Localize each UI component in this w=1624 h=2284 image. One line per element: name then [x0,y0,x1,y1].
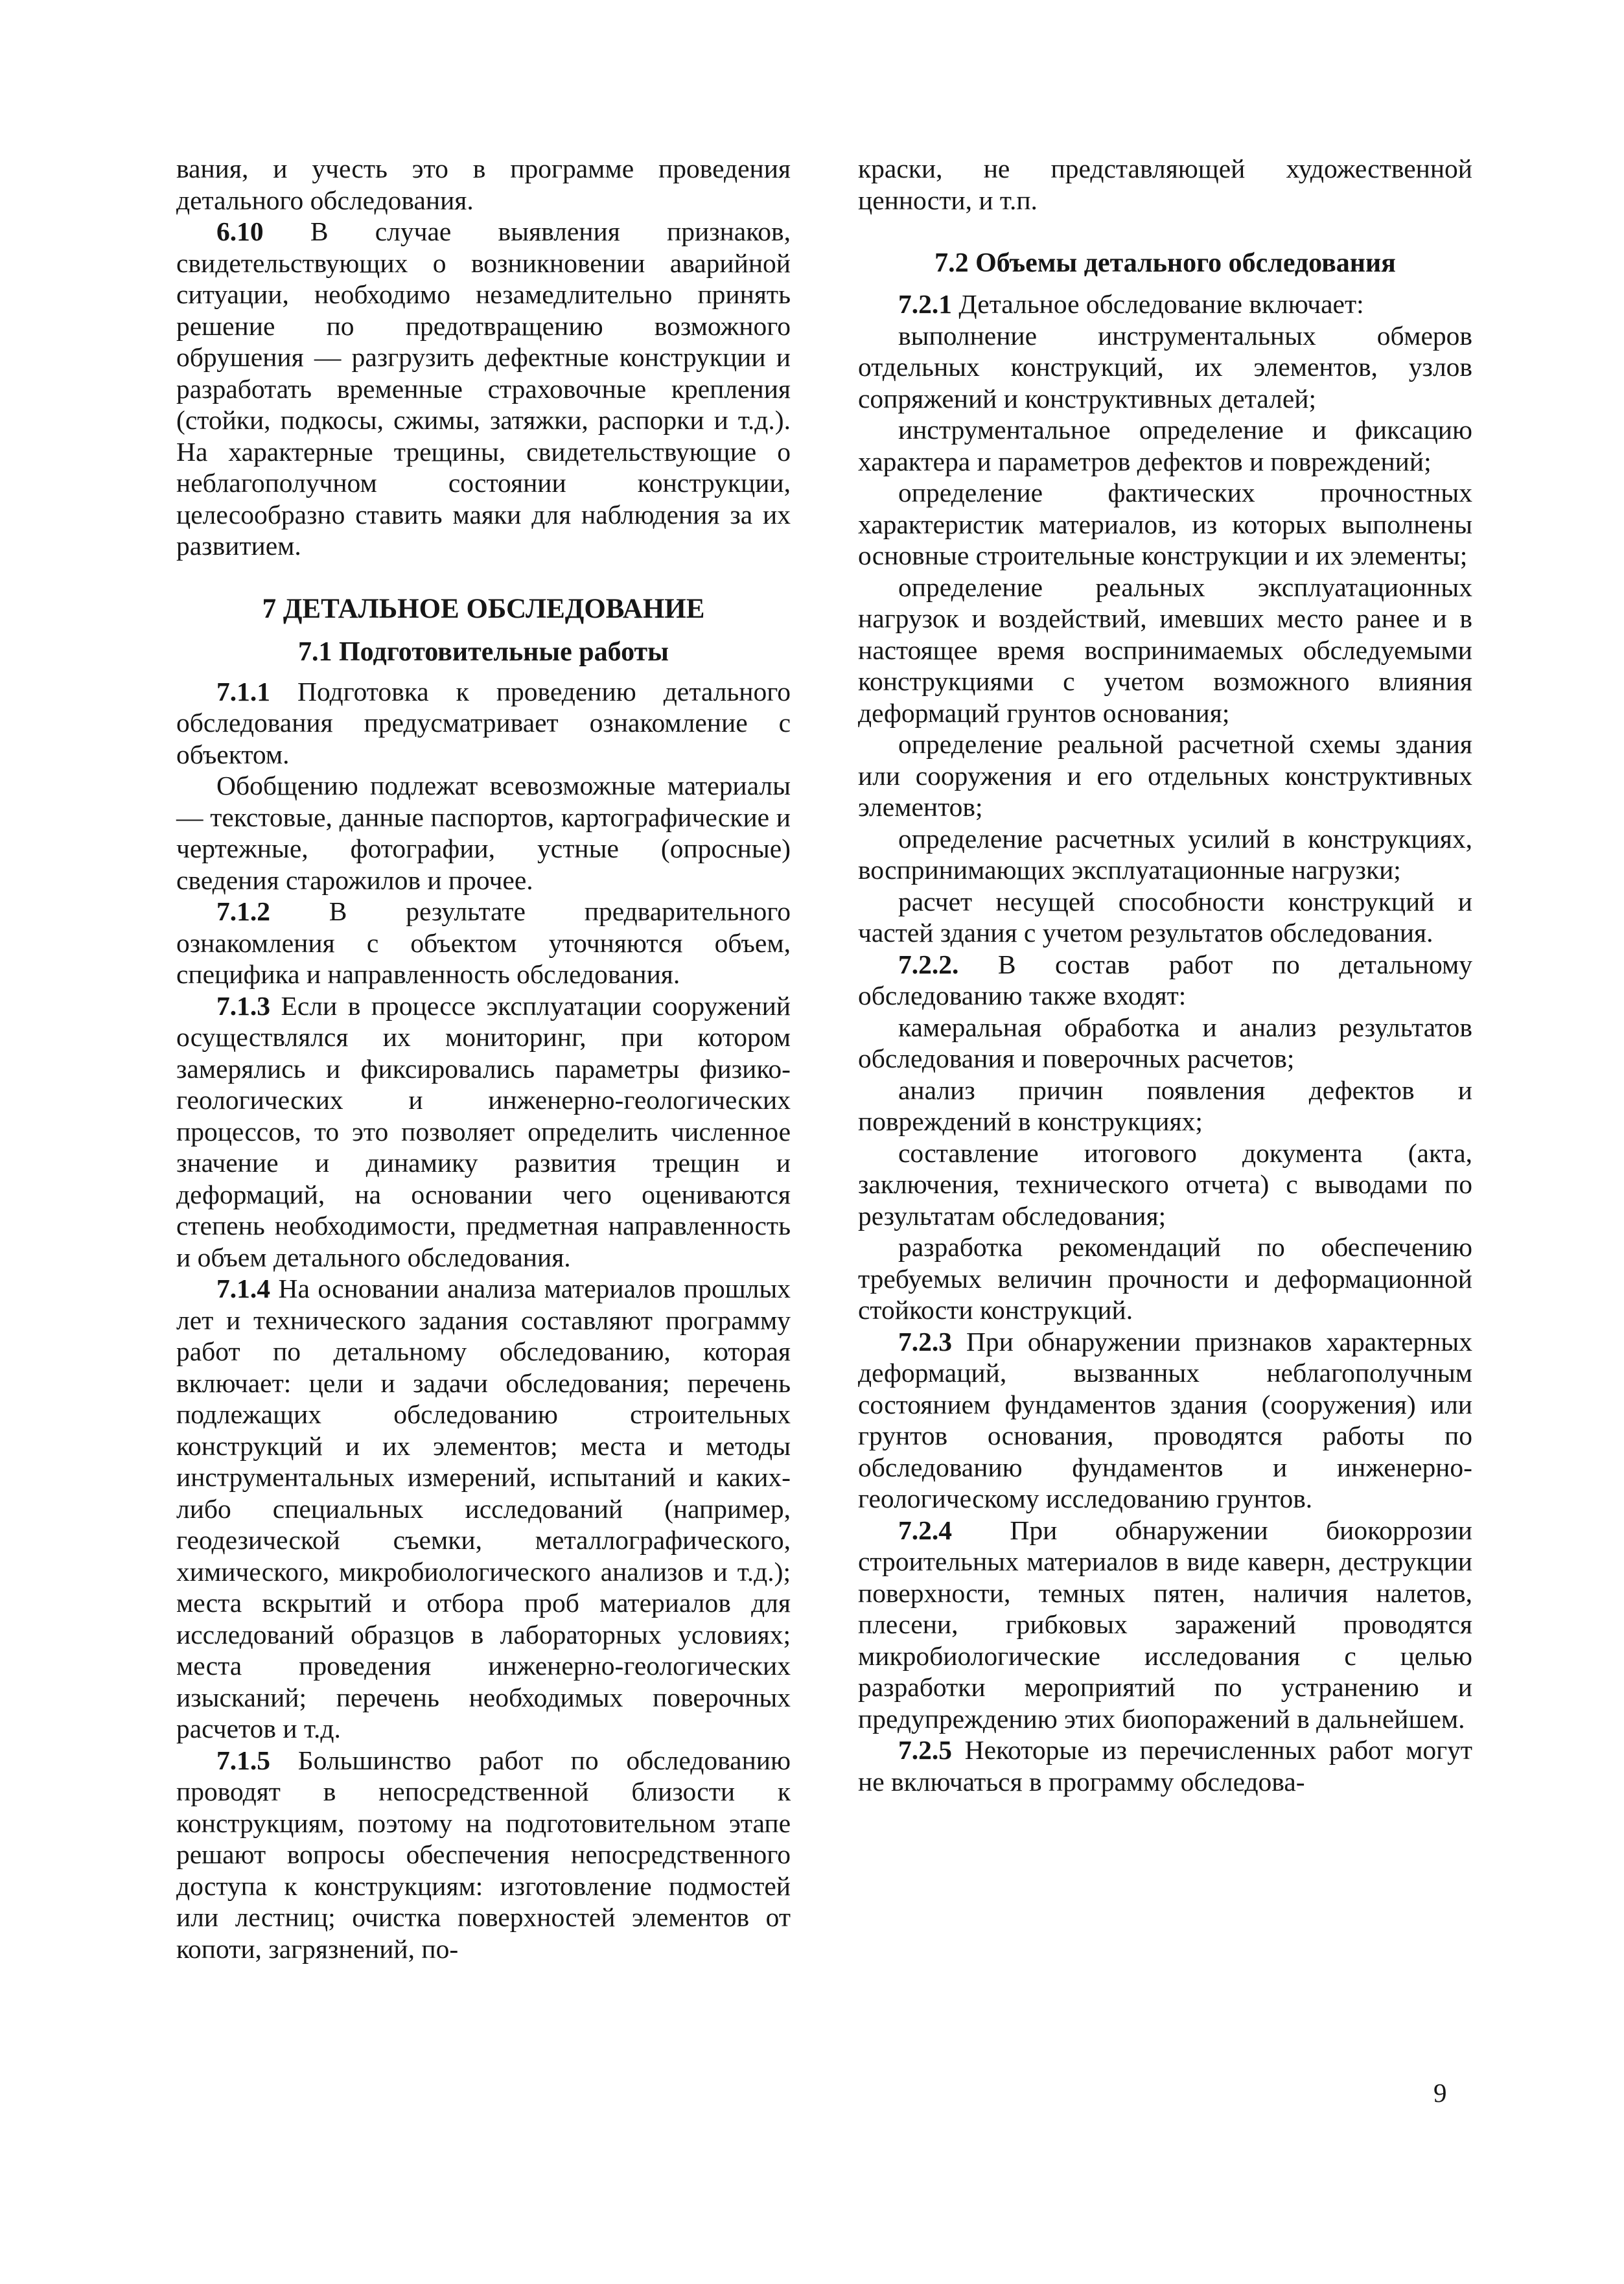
clause-number: 7.1.1 [216,676,270,706]
clause-number: 7.1.4 [216,1274,270,1303]
section-heading-7: 7 ДЕТАЛЬНОЕ ОБСЛЕДОВАНИЕ [262,593,705,624]
paragraph-text: В результате предварительного ознакомления с объектом уточняются объем, специфика и направленность обследования. [176,896,791,989]
clause-number: 7.2.2. [898,949,959,979]
clause-number: 7.2.5 [898,1735,952,1765]
paragraph-continuation: краски, не представляющей художественной ценности, и т.п. [858,154,1472,215]
paragraph-text: При обнаружении биокоррозии строительных материалов в виде каверн, деструкции поверхности, темных пятен, наличия налетов, плесени, грибковых заражений проводятся микробиологические исследования с целью разработки мероприятий по устранению и предупреждению этих биопоражений в дальнейшем. [858,1515,1472,1734]
clause-number: 7.2.4 [898,1515,952,1545]
paragraph-7-1-4 [176,1273,791,1745]
paragraph-7-1-5 [176,1745,791,1965]
paragraph-7-2-5 [858,1734,1472,1797]
subsection-heading-7-2: 7.2 Объемы детального обследования [934,248,1396,278]
paragraph-text: Некоторые из перечисленных работ могут не включаться в программу обследова- [858,1735,1472,1797]
paragraph-7-2-1 [858,288,1472,320]
list-item: выполнение инструментальных обмеров отдельных конструкций, их элементов, узлов сопряжений и конструктивных деталей; [858,320,1472,414]
subsection-heading-7-1: 7.1 Подготовительные работы [298,636,669,667]
list-item: разработка рекомендаций по обеспечению требуемых величин прочности и деформационной стойкости конструкций. [858,1232,1472,1325]
paragraph-7-1-1 [176,676,791,771]
paragraph-text: При обнаружении признаков характерных деформаций, вызванных неблагополучным состоянием фундаментов здания (сооружения) или грунтов основания, проводятся работы по обследованию фундаментов и инженерно-геологическому исследованию грунтов. [858,1326,1472,1513]
list-item: определение фактических прочностных характеристик материалов, из которых выполнены основные строительные конструкции и их элементы; [858,478,1472,570]
list-item: составление итогового документа (акта, заключения, технического отчета) с выводами по результатам обследования; [858,1137,1472,1231]
list-item: инструментальное определение и фиксацию характера и параметров дефектов и повреждений; [858,415,1472,476]
paragraph-7-1-3 [176,990,791,1274]
page-number: 9 [1433,2078,1447,2108]
clause-number: 7.1.5 [216,1745,270,1775]
paragraph-text: На основании анализа материалов прошлых лет и технического задания составляют программу работ по детальному обследованию, которая включает: цели и задачи обследования; перечень подлежащих обследованию строительных конструкций и их элементов; места и методы инструментальных измерений, испытаний и каких-либо специальных исследований (например, геодезической съемки, металлографического, химического, микробиологического анализов и т.д.); места вскрытий и отбора проб материалов для исследований образцов в лабораторных условиях; места проведения инженерно-геологических изысканий; перечень необходимых поверочных расчетов и т.д. [176,1274,791,1743]
paragraph-text: В состав работ по детальному обследованию также входят: [858,949,1472,1010]
paragraph-continuation: вания, и учесть это в программе проведения детального обследования. [176,154,791,215]
paragraph-text: Подготовка к проведению детального обследования предусматривает ознакомление с объектом. [176,676,791,769]
clause-number: 7.1.2 [216,896,270,926]
list-item: камеральная обработка и анализ результатов обследования и поверочных расчетов; [858,1012,1472,1073]
list-item: анализ причин появления дефектов и повреждений в конструкциях; [858,1075,1472,1136]
paragraph-text: Детальное обследование включает: [952,289,1364,319]
list-item: расчет несущей способности конструкций и частей здания с учетом результатов обследования. [858,886,1472,948]
right-column [858,153,1472,1797]
clause-number: 6.10 [216,216,264,246]
paragraph-7-1-1-materials: Обобщению подлежат всевозможные материалы — текстовые, данные паспортов, картографические и чертежные, фотографии, устные (опросные) сведения старожилов и прочее. [176,771,791,895]
clause-number: 7.1.3 [216,990,270,1021]
left-column [176,153,791,1964]
list-item: определение реальной расчетной схемы здания или сооружения и его отдельных конструктивных элементов; [858,729,1472,822]
paragraph-text: В случае выявления признаков, свидетельствующих о возникновении аварийной ситуации, необходимо незамедлительно принять решение по предотвращению возможного обрушения — разгрузить дефектные конструкции и разработать временные страховочные крепления (стойки, подкосы, сжимы, затяжки, распорки и т.д.). На характерные трещины, свидетельствующие о неблагополучном состоянии конструкции, целесообразно ставить маяки для наблюдения за их развитием. [176,216,791,561]
paragraph-6-10 [176,216,791,562]
clause-number: 7.2.3 [898,1326,952,1357]
paragraph-7-2-4 [858,1515,1472,1735]
paragraph-7-2-2 [858,949,1472,1012]
paragraph-7-1-2 [176,896,791,990]
paragraph-7-2-3 [858,1326,1472,1515]
clause-number: 7.2.1 [898,289,952,319]
paragraph-text: Большинство работ по обследованию проводят в непосредственной близости к конструкциям, поэтому на подготовительном этапе решают вопросы обеспечения непосредственного доступа к конструкциям: изготовление подмостей или лестниц; очистка поверхностей элементов от копоти, загрязнений, по- [176,1745,791,1964]
list-item: определение расчетных усилий в конструкциях, воспринимающих эксплуатационные нагрузки; [858,823,1472,885]
list-item: определение реальных эксплуатационных нагрузок и воздействий, имевших место ранее и в настоящее время воспринимаемых обследуемыми конструкциями с учетом возможного влияния деформаций грунтов основания; [858,572,1472,728]
paragraph-text: Если в процессе эксплуатации сооружений осуществлялся их мониторинг, при котором замерялись и фиксировались параметры физико-геологических и инженерно-геологических процессов, то это позволяет определить численное значение и динамику развития трещин и деформаций, на основании чего оцениваются степень необходимости, предметная направленность и объем детального обследования. [176,990,791,1272]
